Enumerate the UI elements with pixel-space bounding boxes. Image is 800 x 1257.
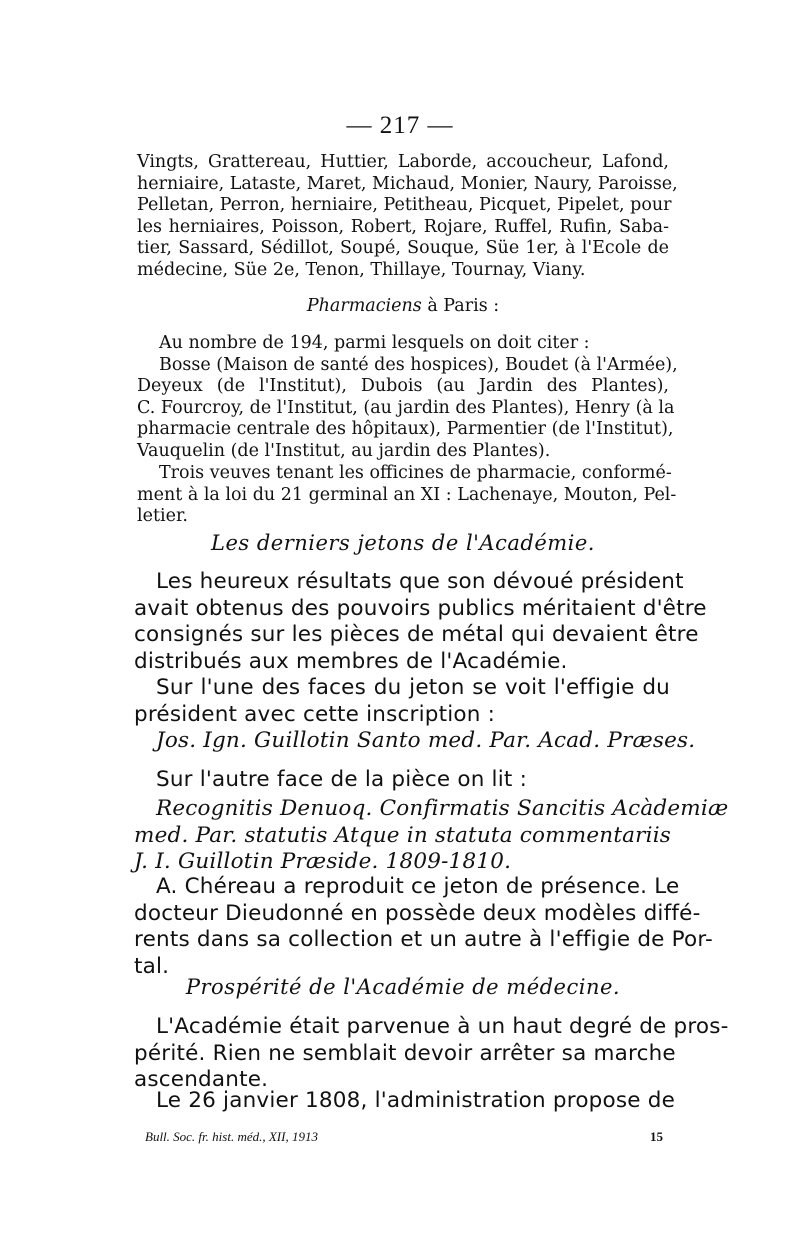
paragraph-other-face: [134, 767, 670, 794]
text-line: Vauquelin (de l'Institut, au jardin des Plantes).: [137, 440, 551, 461]
text-line: rents dans sa collection et un autre à l'effigie de Por-: [134, 927, 714, 952]
text-line: Le 26 janvier 1808, l'administration propose de: [156, 1088, 676, 1113]
footer-citation: Bull. Soc. fr. hist. méd., XII, 1913: [145, 1129, 318, 1144]
text-line: tal.: [134, 953, 170, 979]
pharmaciens-heading: [137, 295, 669, 317]
section-title-prosperite: Prospérité de l'Académie de médecine.: [185, 975, 621, 999]
text-line: Vingts, Grattereau, Huttier, Laborde, accoucheur, Lafond,: [137, 152, 669, 172]
text-line: ascendante.: [134, 1067, 269, 1092]
text-line: herniaire, Lataste, Maret, Michaud, Monier, Naury, Paroisse,: [137, 173, 678, 194]
text-line: les herniaires, Poisson, Robert, Rojare, Ruffel, Rufin, Saba-: [137, 216, 669, 237]
text-line: avait obtenus des pouvoirs publics méritaient d'être: [134, 595, 707, 621]
text-line: Deyeux (de l'Institut), Dubois (au Jardin des Plantes),: [137, 376, 669, 397]
text-line: docteur Dieudonné en possède deux modèles diffé-: [134, 900, 701, 926]
text-line: Sur l'autre face de la pièce on lit :: [156, 767, 528, 792]
paragraph-president-results: [134, 569, 707, 675]
text-line: distribués aux membres de l'Académie.: [134, 648, 568, 674]
text-line: Jos. Ign. Guillotin Santo med. Par. Acad. Præses.: [156, 728, 696, 753]
pharmaciens-location: à Paris :: [421, 296, 500, 316]
text-line: Les heureux résultats que son dévoué président: [156, 569, 684, 594]
text-line: Au nombre de 194, parmi lesquels on doit citer :: [159, 333, 590, 353]
text-line: Trois veuves tenant les officines de pharmacie, conformé-: [159, 463, 672, 483]
text-line: pharmacie centrale des hôpitaux), Parmentier (de l'Institut),: [137, 419, 674, 440]
paragraph-prosperity: [134, 1014, 729, 1094]
page-footer: [145, 1129, 663, 1145]
page-number: — 217 —: [346, 112, 454, 139]
inscription-back: [134, 796, 729, 876]
paragraph-chereau: [134, 874, 714, 980]
pharmaciens-label: Pharmaciens: [306, 296, 422, 316]
text-line: J. I. Guillotin Præside. 1809-1810.: [134, 849, 512, 874]
paragraph-widows: [137, 463, 677, 528]
paragraph-january-1808: [134, 1088, 676, 1115]
text-line: letier.: [137, 506, 188, 527]
paragraph-surgeons-list: [137, 152, 678, 282]
text-line: L'Académie était parvenue à un haut degré de pros-: [156, 1014, 729, 1039]
text-line: ment à la loi du 21 germinal an XI : Lachenaye, Mouton, Pel-: [137, 484, 677, 505]
text-line: A. Chéreau a reproduit ce jeton de présence. Le: [156, 874, 680, 899]
text-line: Pelletan, Perron, herniaire, Petitheau, Picquet, Pipelet, pour: [137, 195, 672, 216]
text-line: med. Par. statutis Atque in statuta commentariis: [134, 822, 672, 848]
paragraph-jeton-face: [134, 675, 670, 728]
text-line: Bosse (Maison de santé des hospices), Boudet (à l'Armée),: [159, 354, 678, 375]
text-line: tier, Sassard, Sédillot, Soupé, Souque, Süe 1er, à l'Ecole de: [137, 238, 669, 259]
section-title-jetons: Les derniers jetons de l'Académie.: [211, 531, 595, 555]
paragraph-pharmacists: [137, 333, 678, 463]
text-line: C. Fourcroy, de l'Institut, (au jardin des Plantes), Henry (à la: [137, 397, 675, 418]
text-line: Recognitis Denuoq. Confirmatis Sancitis Acàdemiæ: [156, 796, 729, 821]
text-line: médecine, Süe 2e, Tenon, Thillaye, Tournay, Viany.: [137, 259, 586, 280]
text-line: président avec cette inscription :: [134, 701, 496, 727]
inscription-front: [134, 728, 696, 755]
text-line: périté. Rien ne semblait devoir arrêter sa marche: [134, 1040, 676, 1066]
text-line: Sur l'une des faces du jeton se voit l'effigie du: [156, 675, 670, 700]
footer-page-number: 15: [650, 1129, 663, 1144]
text-line: consignés sur les pièces de métal qui devaient être: [134, 622, 699, 647]
